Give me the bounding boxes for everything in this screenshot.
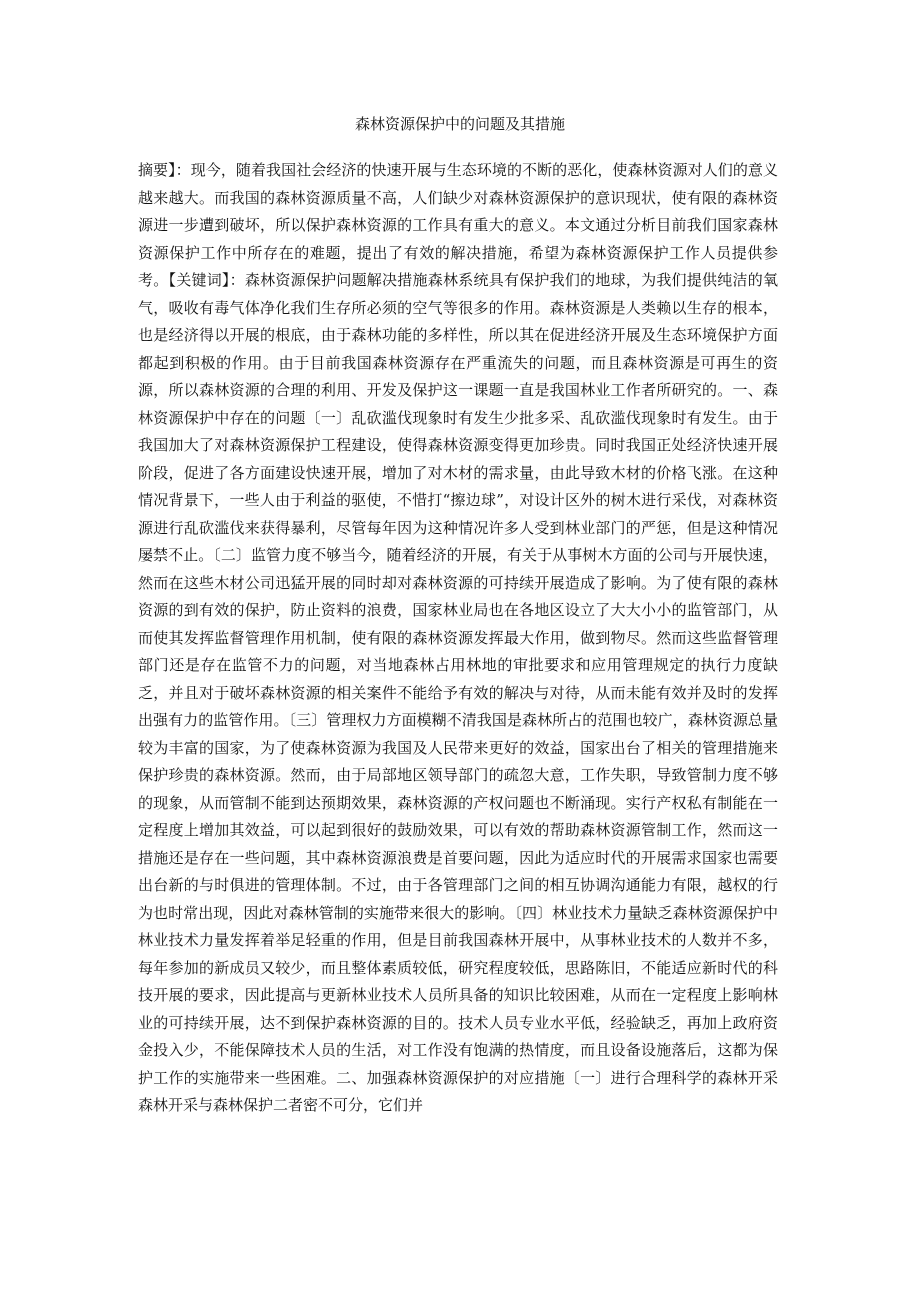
document-body-text: 摘要】：现今，随着我国社会经济的快速开展与生态环境的不断的恶化，使森林资源对人们的意义越来越大。而我国的森林资源质量不高，人们缺少对森林资源保护的意识现状，使有限的森林资源进一步遭到破坏，所以保护森林资源的工作具有重大的意义。本文通过分析目前我们国家森林资源保护工作中所存在的难题，提出了有效的解决措施，希望为森林资源保护工作人员提供参考。【关键词】：森林资源保护问题解决措施森林系统具有保护我们的地球，为我们提供纯洁的氧气，吸收有毒气体净化我们生存所必须的空气等很多的作用。森林资源是人类赖以生存的根本，也是经济得以开展的根底，由于森林功能的多样性，所以其在促进经济开展及生态环境保护方面都起到积极的作用。由于目前我国森林资源存在严重流失的问题，而且森林资源是可再生的资源，所以森林资源的合理的利用、开发及保护这一课题一直是我国林业工作者所研究的。一、森林资源保护中存在的问题〔一〕乱砍滥伐现象时有发生少批多采、乱砍滥伐现象时有发生。由于我国加大了对森林资源保护工程建设，使得森林资源变得更加珍贵。同时我国正处经济快速开展阶段，促进了各方面建设快速开展，增加了对木材的需求量，由此导致木材的价格飞涨。在这种情况背景下，一些人由于利益的驱使，不惜打“擦边球”，对设计区外的树木进行采伐，对森林资源进行乱砍滥伐来获得暴利，尽管每年因为这种情况许多人受到林业部门的严惩，但是这种情况屡禁不止。〔二〕监管力度不够当今，随着经济的开展，有关于从事树木方面的公司与开展快速，然而在这些木材公司迅猛开展的同时却对森林资源的可持续开展造成了影响。为了使有限的森林资源的到有效的保护，防止资料的浪费，国家林业局也在各地区设立了大大小小的监管部门，从而使其发挥监督管理作用机制，使有限的森林资源发挥最大作用，做到物尽。然而这些监督管理部门还是存在监管不力的问题，对当地森林占用林地的审批要求和应用管理规定的执行力度缺乏，并且对于破坏森林资源的相关案件不能给予有效的解决与对待，从而未能有效并及时的发挥出强有力的监管作用。〔三〕管理权力方面模糊不清我国是森林所占的范围也较广，森林资源总量较为丰富的国家，为了使森林资源为我国及人民带来更好的效益，国家出台了相关的管理措施来保护珍贵的森林资源。然而，由于局部地区领导部门的疏忽大意，工作失职，导致管制力度不够的现象，从而管制不能到达预期效果，森林资源的产权问题也不断涌现。实行产权私有制能在一定程度上增加其效益，可以起到很好的鼓励效果，可以有效的帮助森林资源管制工作，然而这一措施还是存在一些问题，其中森林资源浪费是首要问题，因此为适应时代的开展需求国家也需要出台新的与时俱进的管理体制。不过，由于各管理部门之间的相互协调沟通能力有限，越权的行为也时常出现，因此对森林管制的实施带来很大的影响。〔四〕林业技术力量缺乏森林资源保护中林业技术力量发挥着举足轻重的作用，但是目前我国森林开展中，从事林业技术的人数并不多，每年参加的新成员又较少，而且整体素质较低，研究程度较低，思路陈旧，不能适应新时代的科技开展的要求，因此提高与更新林业技术人员所具备的知识比较困难，从而在一定程度上影响林业的可持续开展，达不到保护森林资源的目的。技术人员专业水平低，经验缺乏，再加上政府资金投入少，不能保障技术人员的生活，对工作没有饱满的热情度，而且设备设施落后，这都为保护工作的实施带来一些困难。二、加强森林资源保护的对应措施〔一〕进行合理科学的森林开采森林开采与森林保护二者密不可分，它们并: [138, 161, 778, 1114]
document-title: 森林资源保护中的问题及其措施: [354, 115, 565, 133]
